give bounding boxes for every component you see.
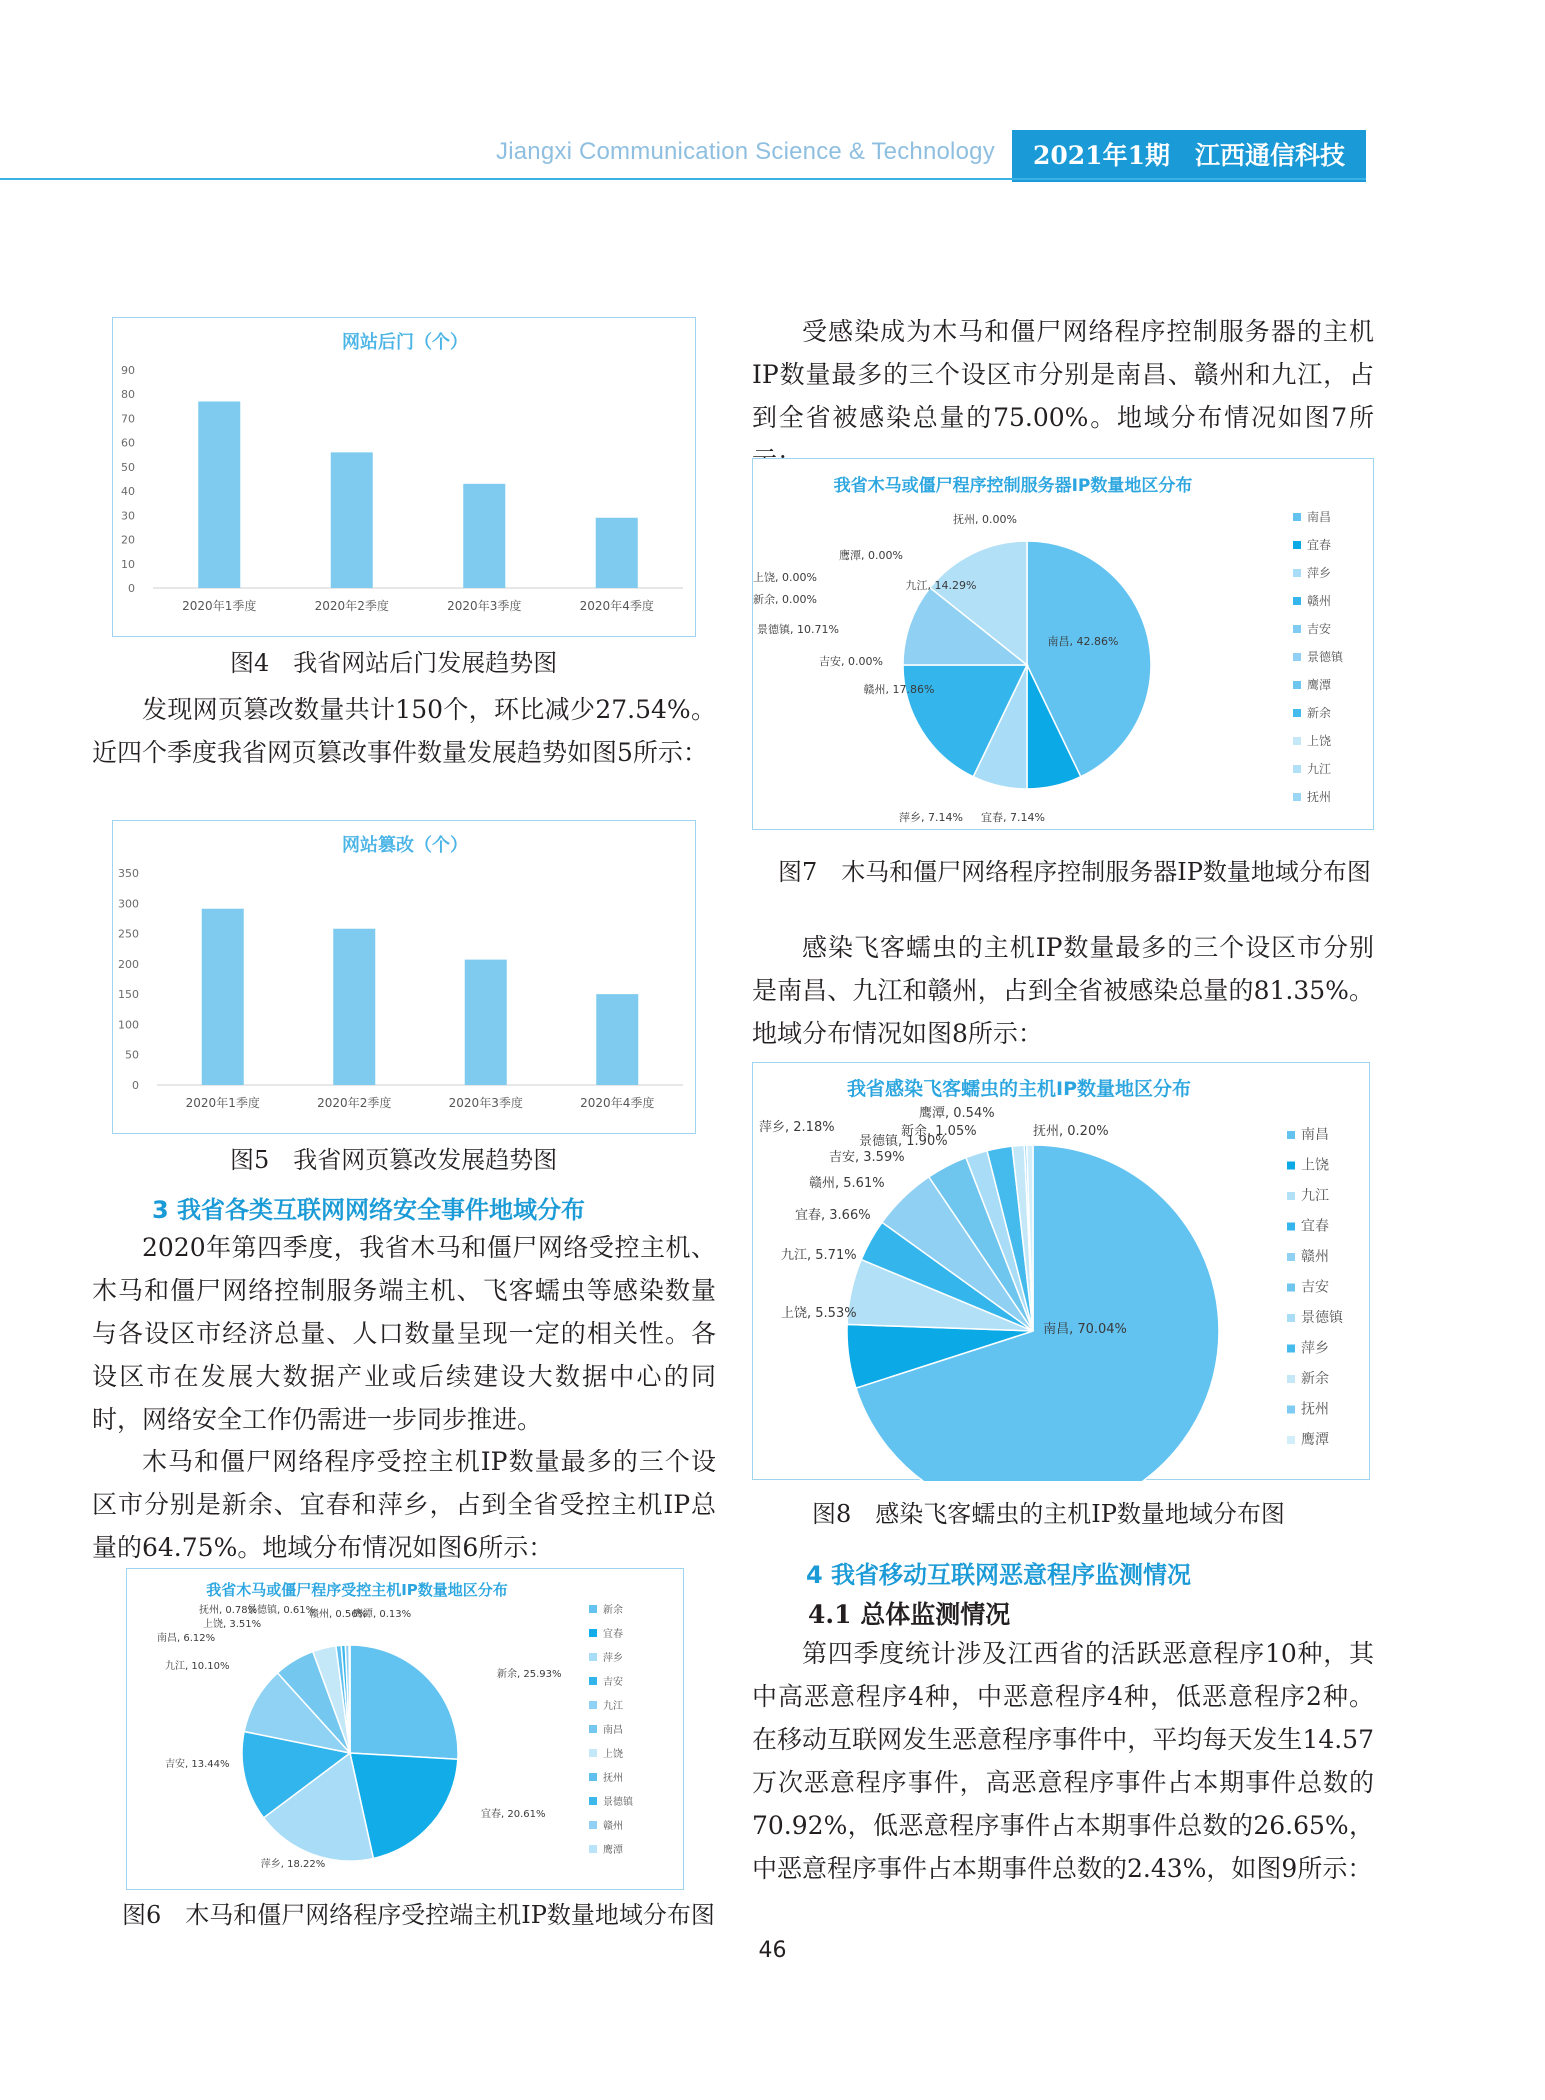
fig8-caption: 图8 感染飞客蠕虫的主机IP数量地域分布图 (812, 1500, 1285, 1528)
chart-title: 网站后门（个） (342, 332, 468, 353)
data-label: 宜春, 3.66% (795, 1208, 871, 1223)
data-label: 上饶, 3.51% (203, 1619, 262, 1630)
data-label: 鹰潭, 0.13% (353, 1609, 412, 1620)
fig6-pie-chart (127, 1569, 685, 1891)
bar (465, 960, 507, 1085)
legend-label: 上饶 (603, 1749, 623, 1760)
x-tick-label: 2020年2季度 (314, 599, 389, 613)
data-label: 萍乡, 2.18% (759, 1120, 835, 1135)
right-paragraph-1: 受感染成为木马和僵尸网络程序控制服务器的主机IP数量最多的三个设区市分别是南昌、赣州和九江，占到全省被感染总量的75.00%。地域分布情况如图7所 (752, 317, 1374, 432)
y-tick-label: 150 (118, 988, 139, 1002)
legend-swatch (589, 1653, 597, 1661)
legend-swatch (1293, 625, 1301, 633)
y-tick-label: 200 (118, 957, 139, 971)
legend-swatch (1293, 737, 1301, 745)
legend-label: 赣州 (1301, 1249, 1329, 1265)
legend-label: 景德镇 (1307, 650, 1344, 664)
data-label: 宜春, 7.14% (981, 811, 1045, 824)
data-label: 新余, 0.00% (753, 593, 817, 606)
legend-swatch (1287, 1345, 1295, 1353)
legend-label: 萍乡 (1307, 566, 1332, 580)
data-label: 萍乡, 18.22% (260, 1859, 326, 1870)
y-tick-label: 100 (118, 1018, 139, 1032)
legend-label: 宜春 (603, 1629, 623, 1640)
x-tick-label: 2020年4季度 (579, 599, 654, 613)
legend-label: 抚州 (603, 1773, 623, 1784)
y-tick-label: 250 (118, 927, 139, 941)
y-tick-label: 350 (118, 867, 139, 880)
data-label: 赣州, 17.86% (863, 683, 935, 696)
legend-swatch (1293, 765, 1301, 773)
data-label: 南昌, 42.86% (1047, 635, 1119, 648)
legend-swatch (1287, 1223, 1295, 1231)
legend-swatch (1287, 1131, 1295, 1139)
legend-label: 抚州 (1301, 1401, 1329, 1418)
data-label: 上饶, 0.00% (753, 571, 817, 584)
x-tick-label: 2020年3季度 (447, 599, 522, 613)
legend-label: 新余 (1301, 1371, 1329, 1387)
legend-label: 宜春 (1307, 538, 1332, 552)
fig6-caption: 图6 木马和僵尸网络程序受控端主机IP数量地域分布图 (122, 1901, 715, 1929)
legend-label: 吉安 (1301, 1279, 1329, 1296)
bar (331, 452, 373, 588)
legend-label: 南昌 (603, 1725, 623, 1736)
data-label: 鹰潭, 0.54% (919, 1106, 995, 1121)
fig4-chart-frame (112, 317, 696, 637)
data-label: 九江, 14.29% (905, 579, 977, 592)
bar (202, 909, 244, 1085)
legend-label: 九江 (1301, 1188, 1329, 1204)
legend-swatch (1293, 681, 1301, 689)
chart-title: 我省感染飞客蠕虫的主机IP数量地区分布 (847, 1078, 1191, 1100)
legend-label: 吉安 (1307, 622, 1332, 636)
data-label: 宜春, 20.61% (481, 1809, 546, 1820)
data-label: 景德镇, 1.90% (859, 1134, 948, 1149)
fig7-chart-frame (752, 458, 1374, 830)
x-tick-label: 2020年4季度 (580, 1096, 655, 1110)
page-number: 46 (758, 1938, 787, 1963)
data-label: 抚州, 0.00% (953, 513, 1017, 526)
legend-label: 九江 (1307, 762, 1332, 776)
legend-swatch (1287, 1192, 1295, 1200)
data-label: 新余, 1.05% (901, 1124, 977, 1139)
legend-label: 吉安 (603, 1677, 623, 1688)
y-tick-label: 50 (121, 460, 135, 474)
bar (333, 929, 375, 1085)
fig8-pie-chart (753, 1063, 1371, 1481)
legend-swatch (1293, 793, 1301, 801)
data-label: 赣州, 0.56% (309, 1609, 368, 1620)
x-tick-label: 2020年3季度 (448, 1096, 523, 1110)
legend-swatch (1293, 513, 1301, 521)
section-3-heading: 3 我省各类互联网网络安全事件地域分布 (152, 1196, 586, 1224)
y-tick-label: 80 (121, 388, 135, 402)
y-tick-label: 60 (121, 436, 135, 450)
legend-label: 宜春 (1301, 1218, 1329, 1235)
data-label: 九江, 10.10% (165, 1661, 230, 1672)
data-label: 景德镇, 10.71% (757, 623, 839, 636)
legend-label: 景德镇 (1301, 1310, 1343, 1326)
fig4-bar-chart (113, 318, 697, 638)
legend-swatch (589, 1797, 597, 1805)
legend-label: 新余 (1307, 706, 1332, 720)
bar (596, 518, 638, 588)
chart-title: 网站篡改（个） (342, 835, 468, 856)
fig4-caption: 图4 我省网站后门发展趋势图 (230, 649, 558, 677)
y-tick-label: 0 (132, 1079, 139, 1092)
legend-swatch (1293, 541, 1301, 549)
legend-label: 鹰潭 (1301, 1432, 1329, 1448)
bar (463, 484, 505, 588)
y-tick-label: 300 (118, 897, 139, 911)
legend-label: 赣州 (1307, 594, 1332, 608)
legend-label: 新余 (603, 1605, 623, 1616)
data-label: 吉安, 3.59% (829, 1150, 905, 1165)
data-label: 九江, 5.71% (781, 1248, 857, 1263)
journal-english-title: Jiangxi Communication Science & Technology (496, 138, 995, 165)
y-tick-label: 30 (121, 509, 135, 523)
section-4-1-heading: 4.1 总体监测情况 (808, 1600, 1011, 1629)
data-label: 赣州, 5.61% (809, 1176, 885, 1191)
fig5-bar-chart (113, 821, 697, 1135)
y-tick-label: 70 (121, 412, 135, 426)
y-tick-label: 0 (128, 582, 135, 595)
right-paragraph-2: 感染飞客蠕虫的主机IP数量最多的三个设区市分别是南昌、九江和赣州，占到全省被感染总量的81.35%。地域分布情况如图8所示： (752, 933, 1374, 1048)
left-paragraph-1: 发现网页篡改数量共计150个，环比减少27.54%。近四个季度我省网页篡改事件数量发展趋势如图5所示： (92, 695, 716, 767)
chart-title: 我省木马或僵尸程序受控主机IP数量地区分布 (206, 1581, 508, 1599)
fig5-chart-frame (112, 820, 696, 1134)
bar (596, 994, 638, 1085)
data-label: 抚州, 0.20% (1033, 1124, 1109, 1139)
legend-label: 萍乡 (603, 1653, 623, 1664)
data-label: 上饶, 5.53% (781, 1306, 857, 1321)
legend-swatch (1293, 653, 1301, 661)
x-tick-label: 2020年1季度 (185, 1096, 260, 1110)
legend-swatch (1287, 1162, 1295, 1170)
data-label: 南昌, 6.12% (157, 1633, 216, 1644)
header-rule (0, 178, 1366, 180)
data-label: 南昌, 70.04% (1043, 1322, 1127, 1337)
legend-label: 抚州 (1307, 790, 1332, 804)
left-paragraph-3: 木马和僵尸网络程序受控主机IP数量最多的三个设区市分别是新余、宜春和萍乡，占到全省受控主机IP总量的64.75%。地域分布情况如图6所示： (92, 1447, 716, 1562)
fig6-chart-frame (126, 1568, 684, 1890)
data-label: 新余, 25.93% (497, 1669, 562, 1680)
journal-issue-badge: 2021年1期 江西通信科技 (1012, 130, 1366, 182)
legend-swatch (589, 1845, 597, 1853)
bar (198, 401, 240, 588)
legend-label: 上饶 (1307, 734, 1332, 748)
fig5-caption: 图5 我省网页篡改发展趋势图 (230, 1146, 558, 1174)
y-tick-label: 40 (121, 485, 135, 499)
data-label: 鹰潭, 0.00% (839, 549, 903, 562)
data-label: 景德镇, 0.61% (247, 1605, 316, 1616)
data-label: 抚州, 0.78% (199, 1605, 258, 1616)
data-label: 吉安, 13.44% (165, 1759, 230, 1770)
legend-swatch (589, 1701, 597, 1709)
fig7-caption: 图7 木马和僵尸网络程序控制服务器IP数量地域分布图 (778, 858, 1371, 886)
legend-swatch (1287, 1284, 1295, 1292)
legend-swatch (1287, 1314, 1295, 1322)
legend-swatch (1287, 1406, 1295, 1414)
legend-label: 景德镇 (603, 1797, 633, 1808)
x-tick-label: 2020年2季度 (317, 1096, 392, 1110)
y-tick-label: 10 (121, 557, 135, 571)
legend-swatch (1287, 1253, 1295, 1261)
legend-swatch (589, 1749, 597, 1757)
legend-swatch (589, 1725, 597, 1733)
legend-swatch (589, 1773, 597, 1781)
pie-slice (349, 1645, 350, 1753)
data-label: 萍乡, 7.14% (899, 811, 963, 824)
y-tick-label: 50 (125, 1048, 139, 1062)
right-paragraph-3: 第四季度统计涉及江西省的活跃恶意程序10种，其中高恶意程序4种，中恶意程序4种，低恶意程序2种。在移动互联网发生恶意程序事件中，平均每天发生14.57万次恶意程序事件，高恶意程序事件占本期事件总数的70.92%，低恶意程序事件占本期事件总数的26.65%，中恶意程序事件占本期事件总数的2.43%，如图9所示： (752, 1639, 1374, 1883)
fig8-chart-frame (752, 1062, 1370, 1480)
legend-swatch (1293, 709, 1301, 717)
legend-label: 南昌 (1307, 510, 1332, 524)
legend-swatch (1287, 1436, 1295, 1444)
left-paragraph-2: 2020年第四季度，我省木马和僵尸网络受控主机、木马和僵尸网络控制服务端主机、飞客蠕虫等感染数量与各设区市经济总量、人口数量呈现一定的相关性。各设区市在发展大数据产业或后续建设大数据中心的同时，网络安全工作仍需进一步同步推进。 (92, 1233, 716, 1434)
data-label: 吉安, 0.00% (819, 655, 883, 668)
legend-swatch (1293, 569, 1301, 577)
pie-slice (350, 1645, 458, 1759)
y-tick-label: 90 (121, 364, 135, 377)
legend-swatch (589, 1605, 597, 1613)
legend-label: 鹰潭 (1307, 678, 1332, 692)
section-4-heading: 4 我省移动互联网恶意程序监测情况 (806, 1561, 1192, 1589)
y-tick-label: 20 (121, 533, 135, 547)
legend-label: 上饶 (1301, 1157, 1329, 1174)
legend-label: 九江 (603, 1701, 623, 1712)
x-tick-label: 2020年1季度 (182, 599, 257, 613)
legend-swatch (589, 1677, 597, 1685)
legend-label: 南昌 (1301, 1127, 1329, 1143)
legend-label: 萍乡 (1301, 1340, 1329, 1357)
legend-swatch (1287, 1375, 1295, 1383)
chart-title: 我省木马或僵尸程序控制服务器IP数量地区分布 (833, 476, 1193, 496)
legend-swatch (1293, 597, 1301, 605)
legend-swatch (589, 1629, 597, 1637)
legend-swatch (589, 1821, 597, 1829)
fig7-pie-chart (753, 459, 1375, 831)
legend-label: 鹰潭 (603, 1845, 623, 1856)
legend-label: 赣州 (603, 1821, 623, 1832)
